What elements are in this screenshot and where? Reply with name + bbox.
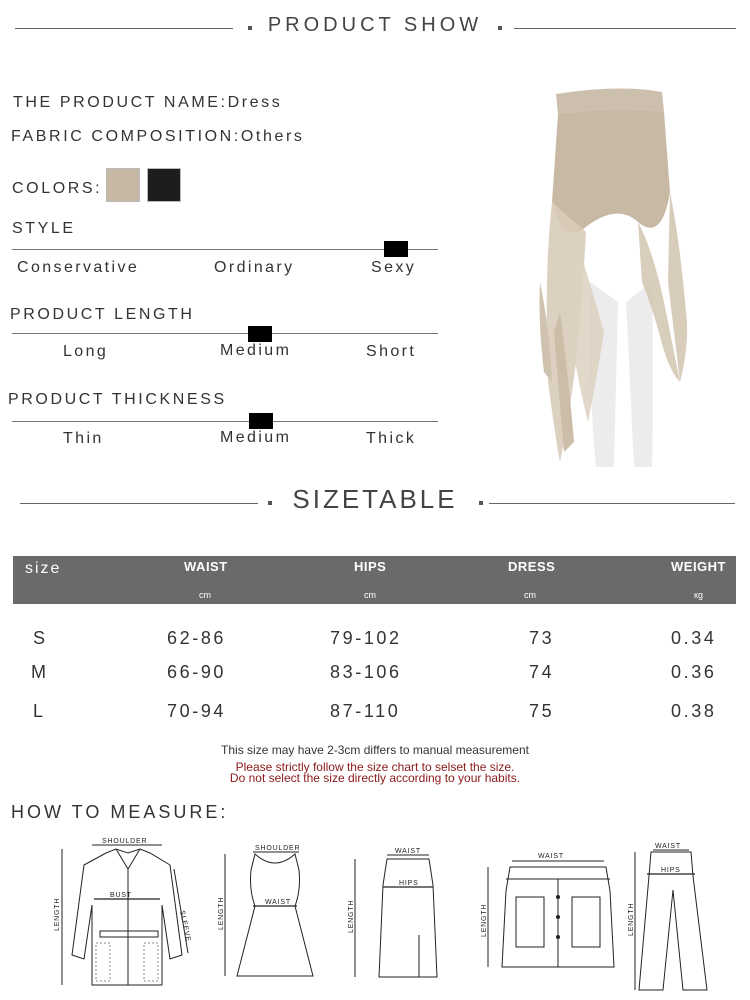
skirt-diagram [345, 845, 445, 990]
weight-cell-m: 0.36 [671, 662, 717, 682]
column-header-hips: HIPS [354, 559, 387, 574]
dress-length-label: LENGTH [218, 896, 225, 930]
product-name-value: Dress [227, 94, 283, 111]
waist-cell-m: 66-90 [167, 662, 227, 682]
unit-dress: cm [524, 590, 536, 600]
hips-cell-m: 83-106 [330, 662, 402, 682]
style-option-conservative: Conservative [17, 259, 140, 276]
jacket-length-label: LENGTH [54, 897, 61, 931]
dress-cell-m: 74 [529, 662, 555, 682]
section-title-product-show: PRODUCT SHOW [267, 14, 483, 36]
thickness-title: PRODUCT THICKNESS [8, 391, 227, 408]
column-header-weight: WEIGHT [671, 559, 726, 574]
skirt-waist-label: WAIST [395, 848, 421, 855]
header-rule-right [514, 28, 736, 29]
hips-cell-l: 87-110 [330, 701, 401, 721]
length-option-short: Short [366, 343, 417, 360]
shorts-diagram [478, 847, 623, 977]
style-option-ordinary: Ordinary [214, 259, 295, 276]
jacket-shoulder-label: SHOULDER [102, 838, 148, 845]
product-photo [530, 82, 710, 467]
length-option-medium: Medium [220, 342, 292, 359]
thickness-marker [249, 413, 273, 429]
dress-cell-s: 73 [529, 628, 555, 648]
habit-warning: Do not select the size directly according to your habits. [229, 771, 521, 785]
length-title: PRODUCT LENGTH [10, 306, 195, 323]
size-cell-s: S [33, 628, 48, 648]
column-header-dress: DRESS [508, 559, 556, 574]
size-cell-l: L [33, 701, 46, 721]
size-cell-m: M [31, 662, 49, 682]
unit-weight: кg [694, 590, 703, 600]
product-name-row [13, 94, 282, 112]
waist-cell-l: 70-94 [167, 701, 227, 721]
size-table-header [13, 556, 736, 604]
column-header-size: size [25, 560, 62, 577]
waist-cell-s: 62-86 [167, 628, 227, 648]
thickness-option-medium: Medium [220, 429, 292, 446]
jacket-sleeve-label: SLEEVE [178, 909, 192, 943]
skirt-length-label: LENGTH [348, 899, 355, 933]
shorts-length-label: LENGTH [481, 903, 488, 937]
length-option-long: Long [63, 343, 109, 360]
fabric-row [11, 128, 305, 146]
size-chart-warning: Please strictly follow the size chart to selset the size. [235, 760, 515, 774]
dress-diagram [215, 840, 315, 990]
sizetable-rule-right [489, 503, 735, 504]
length-marker [248, 326, 272, 342]
unit-hips: cm [364, 590, 376, 600]
color-swatch-black[interactable] [147, 168, 181, 202]
colors-label: COLORS: [12, 180, 103, 197]
pants-length-label: LENGTH [628, 902, 635, 936]
section-title-sizetable: SIZETABLE [292, 484, 458, 514]
thickness-option-thick: Thick [366, 430, 417, 447]
measurement-note: This size may have 2-3cm differs to manual measurement [221, 743, 529, 757]
style-scale-line [12, 249, 438, 250]
pants-hips-label: HIPS [661, 867, 681, 874]
how-to-measure-title: HOW TO MEASURE: [11, 802, 229, 822]
pants-waist-label: WAIST [655, 843, 681, 850]
fabric-value: Others [240, 128, 305, 145]
dress-shoulder-label: SHOULDER [255, 845, 301, 852]
jacket-bust-label: BUST [110, 892, 132, 899]
dress-cell-l: 75 [529, 701, 555, 721]
weight-cell-s: 0.34 [671, 628, 717, 648]
style-title: STYLE [12, 220, 76, 237]
color-swatch-beige[interactable] [106, 168, 140, 202]
fabric-label: FABRIC COMPOSITION: [11, 128, 241, 145]
shorts-waist-label: WAIST [538, 853, 564, 860]
product-name-label: THE PRODUCT NAME: [13, 94, 228, 111]
thickness-option-thin: Thin [63, 430, 104, 447]
hips-cell-s: 79-102 [330, 628, 402, 648]
weight-cell-l: 0.38 [671, 701, 717, 721]
thickness-scale-line [12, 421, 438, 422]
column-header-waist: WAIST [184, 559, 228, 574]
pants-diagram [625, 840, 725, 995]
sizetable-dot-right [479, 501, 483, 505]
style-option-sexy: Sexy [371, 259, 417, 276]
style-marker [384, 241, 408, 257]
length-scale-line [12, 333, 438, 334]
skirt-hips-label: HIPS [399, 880, 419, 887]
dress-waist-label: WAIST [265, 899, 291, 906]
jacket-diagram [50, 835, 200, 990]
unit-waist: cm [199, 590, 211, 600]
header-dot-right [498, 26, 502, 30]
